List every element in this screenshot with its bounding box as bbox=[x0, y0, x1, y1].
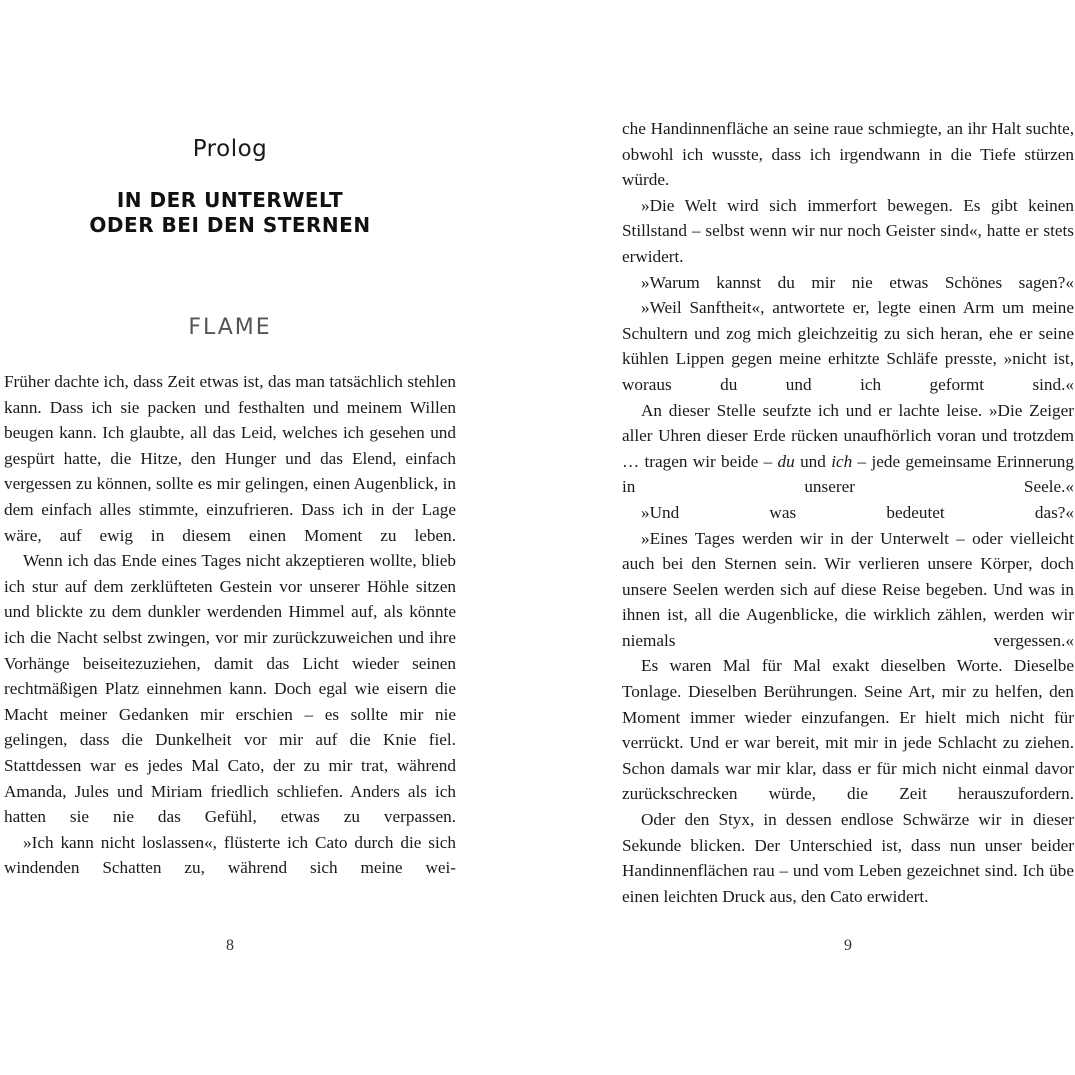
right-page-body bbox=[622, 116, 1074, 909]
paragraph: »Ich kann nicht loslassen«, flüsterte ich Cato durch die sich windenden Schatten zu, während sich meine wei- bbox=[4, 832, 456, 878]
paragraph: »Warum kannst du mir nie etwas Schönes sagen?« bbox=[641, 272, 1074, 292]
paragraph: »Und was bedeutet das?« bbox=[641, 502, 1074, 522]
paragraph: Früher dachte ich, dass Zeit etwas ist, das man tatsächlich stehlen kann. Dass ich sie packen und festhalten und meinem Willen beugen kann. Ich glaubte, all das Leid, welches ich gesehen und gespürt hatte, die Hitze, den Hunger und das Elend, einfach vergessen zu können, sollte es mir gelingen, einen Augenblick, in dem einfach alles stimmte, einzufrieren. Dass ich in der Lage wäre, auf ewig in diesem einen Moment zu leben. bbox=[4, 372, 456, 545]
paragraph: che Handinnenfläche an seine raue schmiegte, an ihr Halt suchte, obwohl ich wusste, dass ich irgendwann in die Tiefe stürzen würde. bbox=[622, 119, 1074, 190]
left-page bbox=[4, 0, 456, 1075]
right-page bbox=[622, 0, 1074, 1075]
left-page-body bbox=[4, 369, 456, 881]
paragraph: Wenn ich das Ende eines Tages nicht akzeptieren wollte, blieb ich stur auf dem zerklüfteten Gestein vor unserer Höhle sitzen und blickte zu dem dunkler werdenden Himmel auf, als könnte ich die Nacht selbst zwingen, vor mir zurückzuweichen und ihre Vorhänge beiseitezuziehen, damit das Licht wieder seinen rechtmäßigen Platz einnehmen kann. Doch egal wie eisern die Macht meiner Gedanken mir erschien – es sollte mir nie gelingen, dass die Dunkelheit vor mir auf die Knie fiel. Stattdessen war es jedes Mal Cato, der zu mir trat, während Amanda, Jules und Miriam friedlich schliefen. Anders als ich hatten sie nie das Gefühl, etwas zu verpassen. bbox=[4, 551, 456, 827]
paragraph: An dieser Stelle seufzte ich und er lachte leise. »Die Zeiger aller Uhren dieser Erde rücken unaufhörlich voran und trotzdem … tragen wir beide – du und ich – jede gemeinsame Erinnerung in unserer Seele.« bbox=[622, 400, 1074, 497]
pov-heading: FLAME bbox=[188, 315, 272, 340]
paragraph: »Eines Tages werden wir in der Unterwelt – oder vielleicht auch bei den Sternen sein. Wir verlieren unsere Körper, doch unsere Seelen werden sich auf diese Reise begeben. Und was in ihnen ist, all die Augenblicke, die wirklich zählen, werden wir niemals vergessen.« bbox=[622, 528, 1074, 650]
paragraph: Es waren Mal für Mal exakt dieselben Worte. Dieselbe Tonlage. Dieselben Berührungen. Seine Art, mir zu helfen, den Moment immer wieder einzufangen. Er hielt mich nicht für verrückt. Und er war bereit, mit mir in jede Schlacht zu ziehen. Schon damals war mir klar, dass er für mich nicht einmal davor zurückschrecken würde, die Zeit herauszufordern. bbox=[622, 656, 1074, 804]
page-number: 8 bbox=[226, 937, 234, 954]
paragraph: »Weil Sanftheit«, antwortete er, legte einen Arm um meine Schultern und zog mich gleichzeitig zu sich heran, ehe er seine kühlen Lippen gegen meine erhitzte Schläfe presste, »nicht ist, woraus du und ich geformt sind.« bbox=[622, 298, 1074, 394]
chapter-title-line-2: ODER BEI DEN STERNEN bbox=[89, 213, 371, 237]
prolog-label: Prolog bbox=[192, 136, 268, 162]
chapter-title-line-1: IN DER UNTERWELT bbox=[116, 188, 344, 212]
paragraph: Oder den Styx, in dessen endlose Schwärze wir in dieser Sekunde blicken. Der Unterschied ist, dass nun unser beider Handinnenflächen rau – und vom Leben gezeichnet sind. Ich übe einen leichten Druck aus, den Cato erwidert. bbox=[622, 810, 1074, 906]
page-number: 9 bbox=[844, 937, 852, 954]
paragraph: »Die Welt wird sich immerfort bewegen. Es gibt keinen Stillstand – selbst wenn wir nur noch Geister sind«, hatte er stets erwidert. bbox=[622, 195, 1074, 266]
chapter-title bbox=[4, 188, 456, 238]
